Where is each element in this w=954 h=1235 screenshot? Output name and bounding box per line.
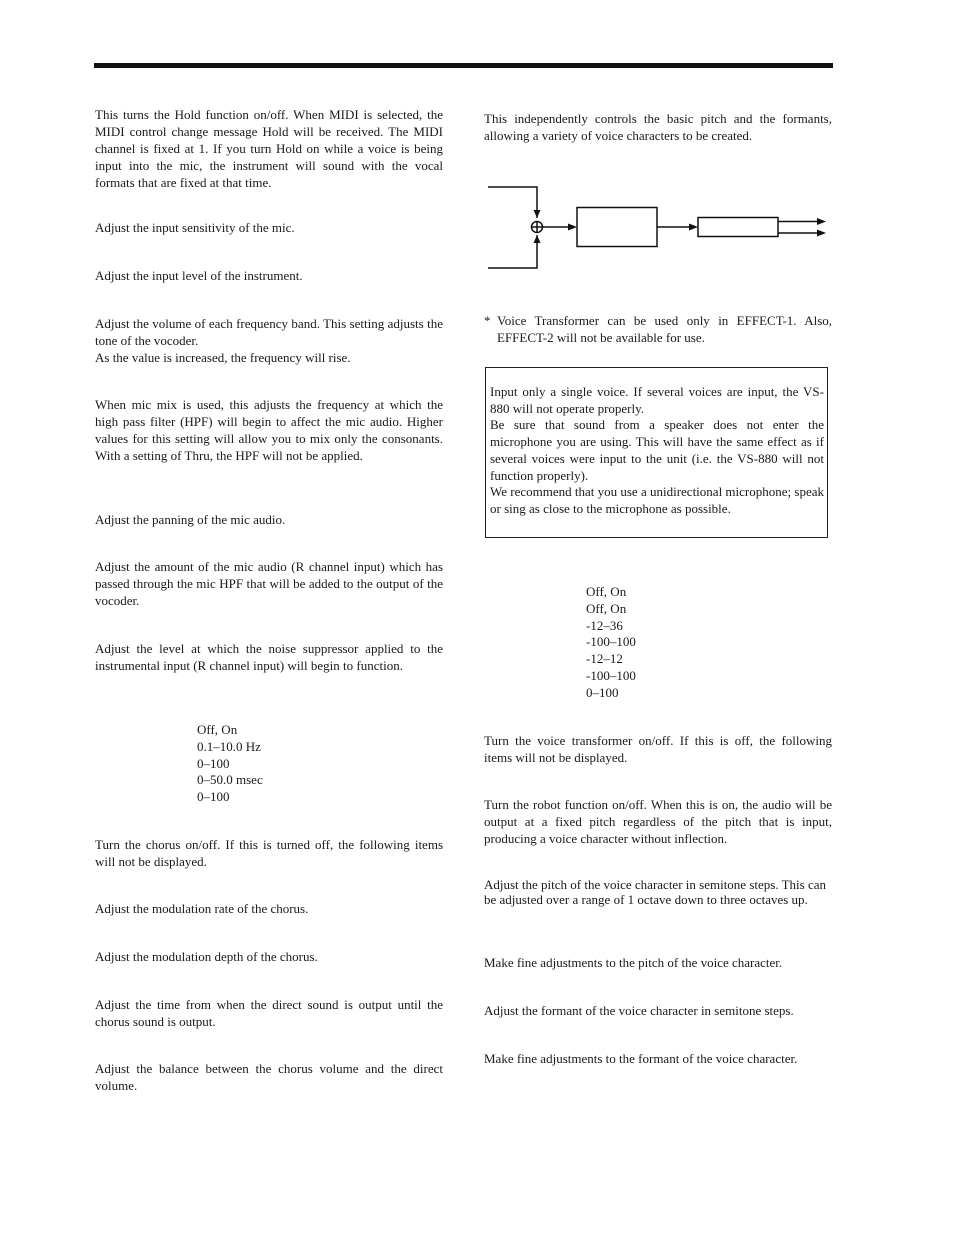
range-value: 0–100 [197,789,230,805]
input-line-bottom [488,235,537,268]
range-value: 0.1–10.0 Hz [197,738,261,754]
range-value: Off, On [586,600,627,616]
mic-mix-description: Adjust the amount of the mic audio (R channel input) which has passed through the mic HPF that will be added to the output of the vocoder. [95,559,443,608]
formant-fine-description: Make fine adjustments to the formant of the voice character. [484,1051,798,1066]
arrowhead [817,218,826,225]
chorus-predelay-description: Adjust the time from when the direct sound is output until the chorus sound is output. [95,997,443,1029]
range-value: -12–36 [586,617,623,633]
caution-paragraph: Input only a single voice. If several voices are input, the VS-880 will not operate properly. [490,384,824,416]
ns-level-description: Adjust the level at which the noise suppressor applied to the instrumental input (R channel input) will begin to function. [95,641,443,673]
arrowhead [689,224,698,231]
note-asterisk: * [484,313,491,328]
robot-description: Turn the robot function on/off. When this is on, the audio will be output at a fixed pitch regardless of the pitch that is input, producing a voice character without inflection. [484,797,832,846]
output-block [698,218,778,237]
band-volume-description: Adjust the volume of each frequency band. This setting adjusts the tone of the vocoder. [95,316,443,348]
pitch-coarse-description: Adjust the pitch of the voice character in semitone steps. This can be adjusted over a range of 1 octave down to three octaves up. [484,877,826,907]
vt-intro: This independently controls the basic pitch and the formants, allowing a variety of voice characters to be created. [484,111,832,143]
arrowhead [534,210,541,218]
hold-description: This turns the Hold function on/off. When MIDI is selected, the MIDI control change message Hold will be received. The MIDI channel is fixed at 1. If you turn Hold on while a voice is being input into the mic, the instrument will sound with the vocal formats that are fixed at that time. [95,107,443,190]
usage-note [484,312,832,346]
range-value: -12–12 [586,651,623,667]
band-volume-description-2: As the value is increased, the frequency will rise. [95,350,351,365]
chorus-sw-description: Turn the chorus on/off. If this is turned off, the following items will not be displayed. [95,837,443,869]
caution-paragraph: Be sure that sound from a speaker does not enter the microphone you are using. This will have the same effect as if several voices were input to the unit (i.e. the VS-880 will not function properly). [490,417,824,483]
caution-box [485,367,828,538]
range-value: -100–100 [586,667,636,683]
mic-sens-description: Adjust the input sensitivity of the mic. [95,220,295,235]
chorus-depth-description: Adjust the modulation depth of the chorus. [95,949,318,964]
vt-range-list [586,583,636,701]
input-line-top [488,187,537,218]
mic-hpf-description: When mic mix is used, this adjusts the frequency at which the high pass filter (HPF) will begin to affect the mic audio. Higher values for this setting will allow you to mix only the consonants. With a setting of Thru, the HPF will not be applied. [95,397,443,463]
header-rule [94,63,833,68]
range-value: Off, On [586,584,627,599]
range-value: -100–100 [586,634,636,650]
vt-sw-description: Turn the voice transformer on/off. If this is off, the following items will not be displayed. [484,733,832,765]
formant-coarse-description: Adjust the formant of the voice character in semitone steps. [484,1003,794,1018]
pitch-fine-description: Make fine adjustments to the pitch of the voice character. [484,955,783,970]
caution-paragraph: We recommend that you use a unidirectional microphone; speak or sing as close to the microphone as possible. [490,484,824,516]
chorus-range-list [197,721,263,805]
chorus-balance-description: Adjust the balance between the chorus volume and the direct volume. [95,1061,443,1093]
note-text: Voice Transformer can be used only in EFFECT-1. Also, EFFECT-2 will not be available for use. [497,313,832,345]
arrowhead [817,230,826,237]
inst-level-description: Adjust the input level of the instrument. [95,268,303,283]
range-value: 0–50.0 msec [197,772,263,788]
arrowhead [568,224,577,231]
range-value: 0–100 [586,684,619,700]
chorus-rate-description: Adjust the modulation rate of the chorus. [95,901,309,916]
process-block [577,208,657,247]
range-value: Off, On [197,722,238,737]
mic-pan-description: Adjust the panning of the mic audio. [95,512,286,527]
arrowhead [534,235,541,243]
voice-transformer-block-diagram [484,180,834,275]
range-value: 0–100 [197,755,230,771]
